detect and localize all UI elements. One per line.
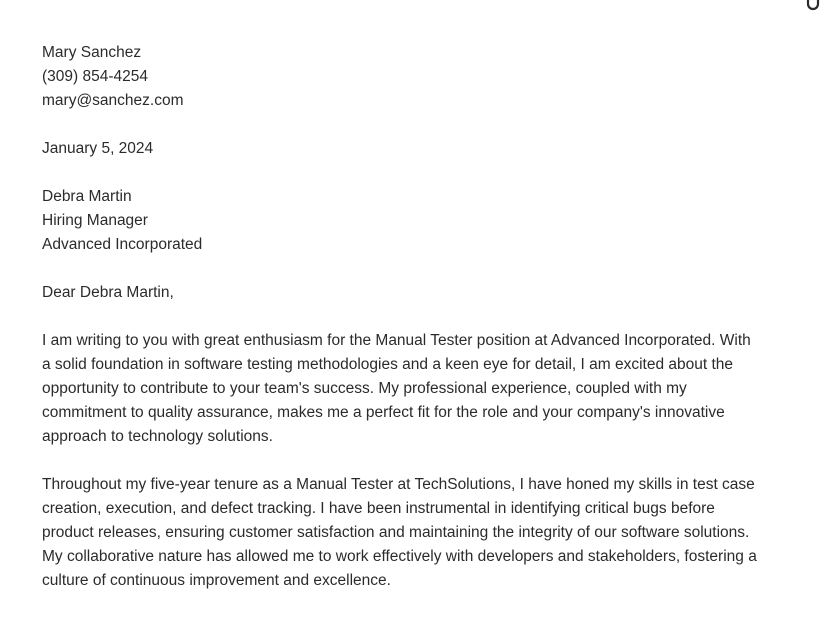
paragraph-line: My collaborative nature has allowed me to work effectively with developers and stakeholders, fostering a bbox=[42, 548, 757, 565]
recipient-name: Debra Martin bbox=[42, 188, 132, 205]
salutation: Dear Debra Martin, bbox=[42, 284, 174, 301]
cropped-u-glyph-icon bbox=[806, 0, 820, 14]
paragraph-line: I am writing to you with great enthusiasm for the Manual Tester position at Advanced Incorporated. With bbox=[42, 332, 751, 349]
paragraph-line: Throughout my five-year tenure as a Manual Tester at TechSolutions, I have honed my skills in test case bbox=[42, 476, 755, 493]
paragraph-line: a solid foundation in software testing methodologies and a keen eye for detail, I am excited about the bbox=[42, 356, 734, 373]
paragraph-2 bbox=[42, 473, 802, 593]
paragraph-line: product releases, ensuring customer satisfaction and maintaining the integrity of our software solutions. bbox=[42, 524, 750, 541]
paragraph-line: creation, execution, and defect tracking. I have been instrumental in identifying critical bugs before bbox=[42, 500, 715, 517]
paragraph-line: approach to technology solutions. bbox=[42, 428, 273, 445]
letter-date: January 5, 2024 bbox=[42, 140, 154, 157]
sender-email: mary@sanchez.com bbox=[42, 92, 184, 109]
sender-phone: (309) 854-4254 bbox=[42, 68, 148, 85]
paragraph-line: opportunity to contribute to your team's success. My professional experience, coupled with my bbox=[42, 380, 687, 397]
paragraph-line: culture of continuous improvement and excellence. bbox=[42, 572, 391, 589]
recipient-company: Advanced Incorporated bbox=[42, 236, 203, 253]
sender-name: Mary Sanchez bbox=[42, 44, 142, 61]
cover-letter bbox=[42, 41, 802, 593]
paragraph-1 bbox=[42, 329, 802, 449]
recipient-block bbox=[42, 185, 802, 257]
sender-block bbox=[42, 41, 802, 113]
recipient-title: Hiring Manager bbox=[42, 212, 148, 229]
paragraph-line: commitment to quality assurance, makes me a perfect fit for the role and your company's innovative bbox=[42, 404, 725, 421]
